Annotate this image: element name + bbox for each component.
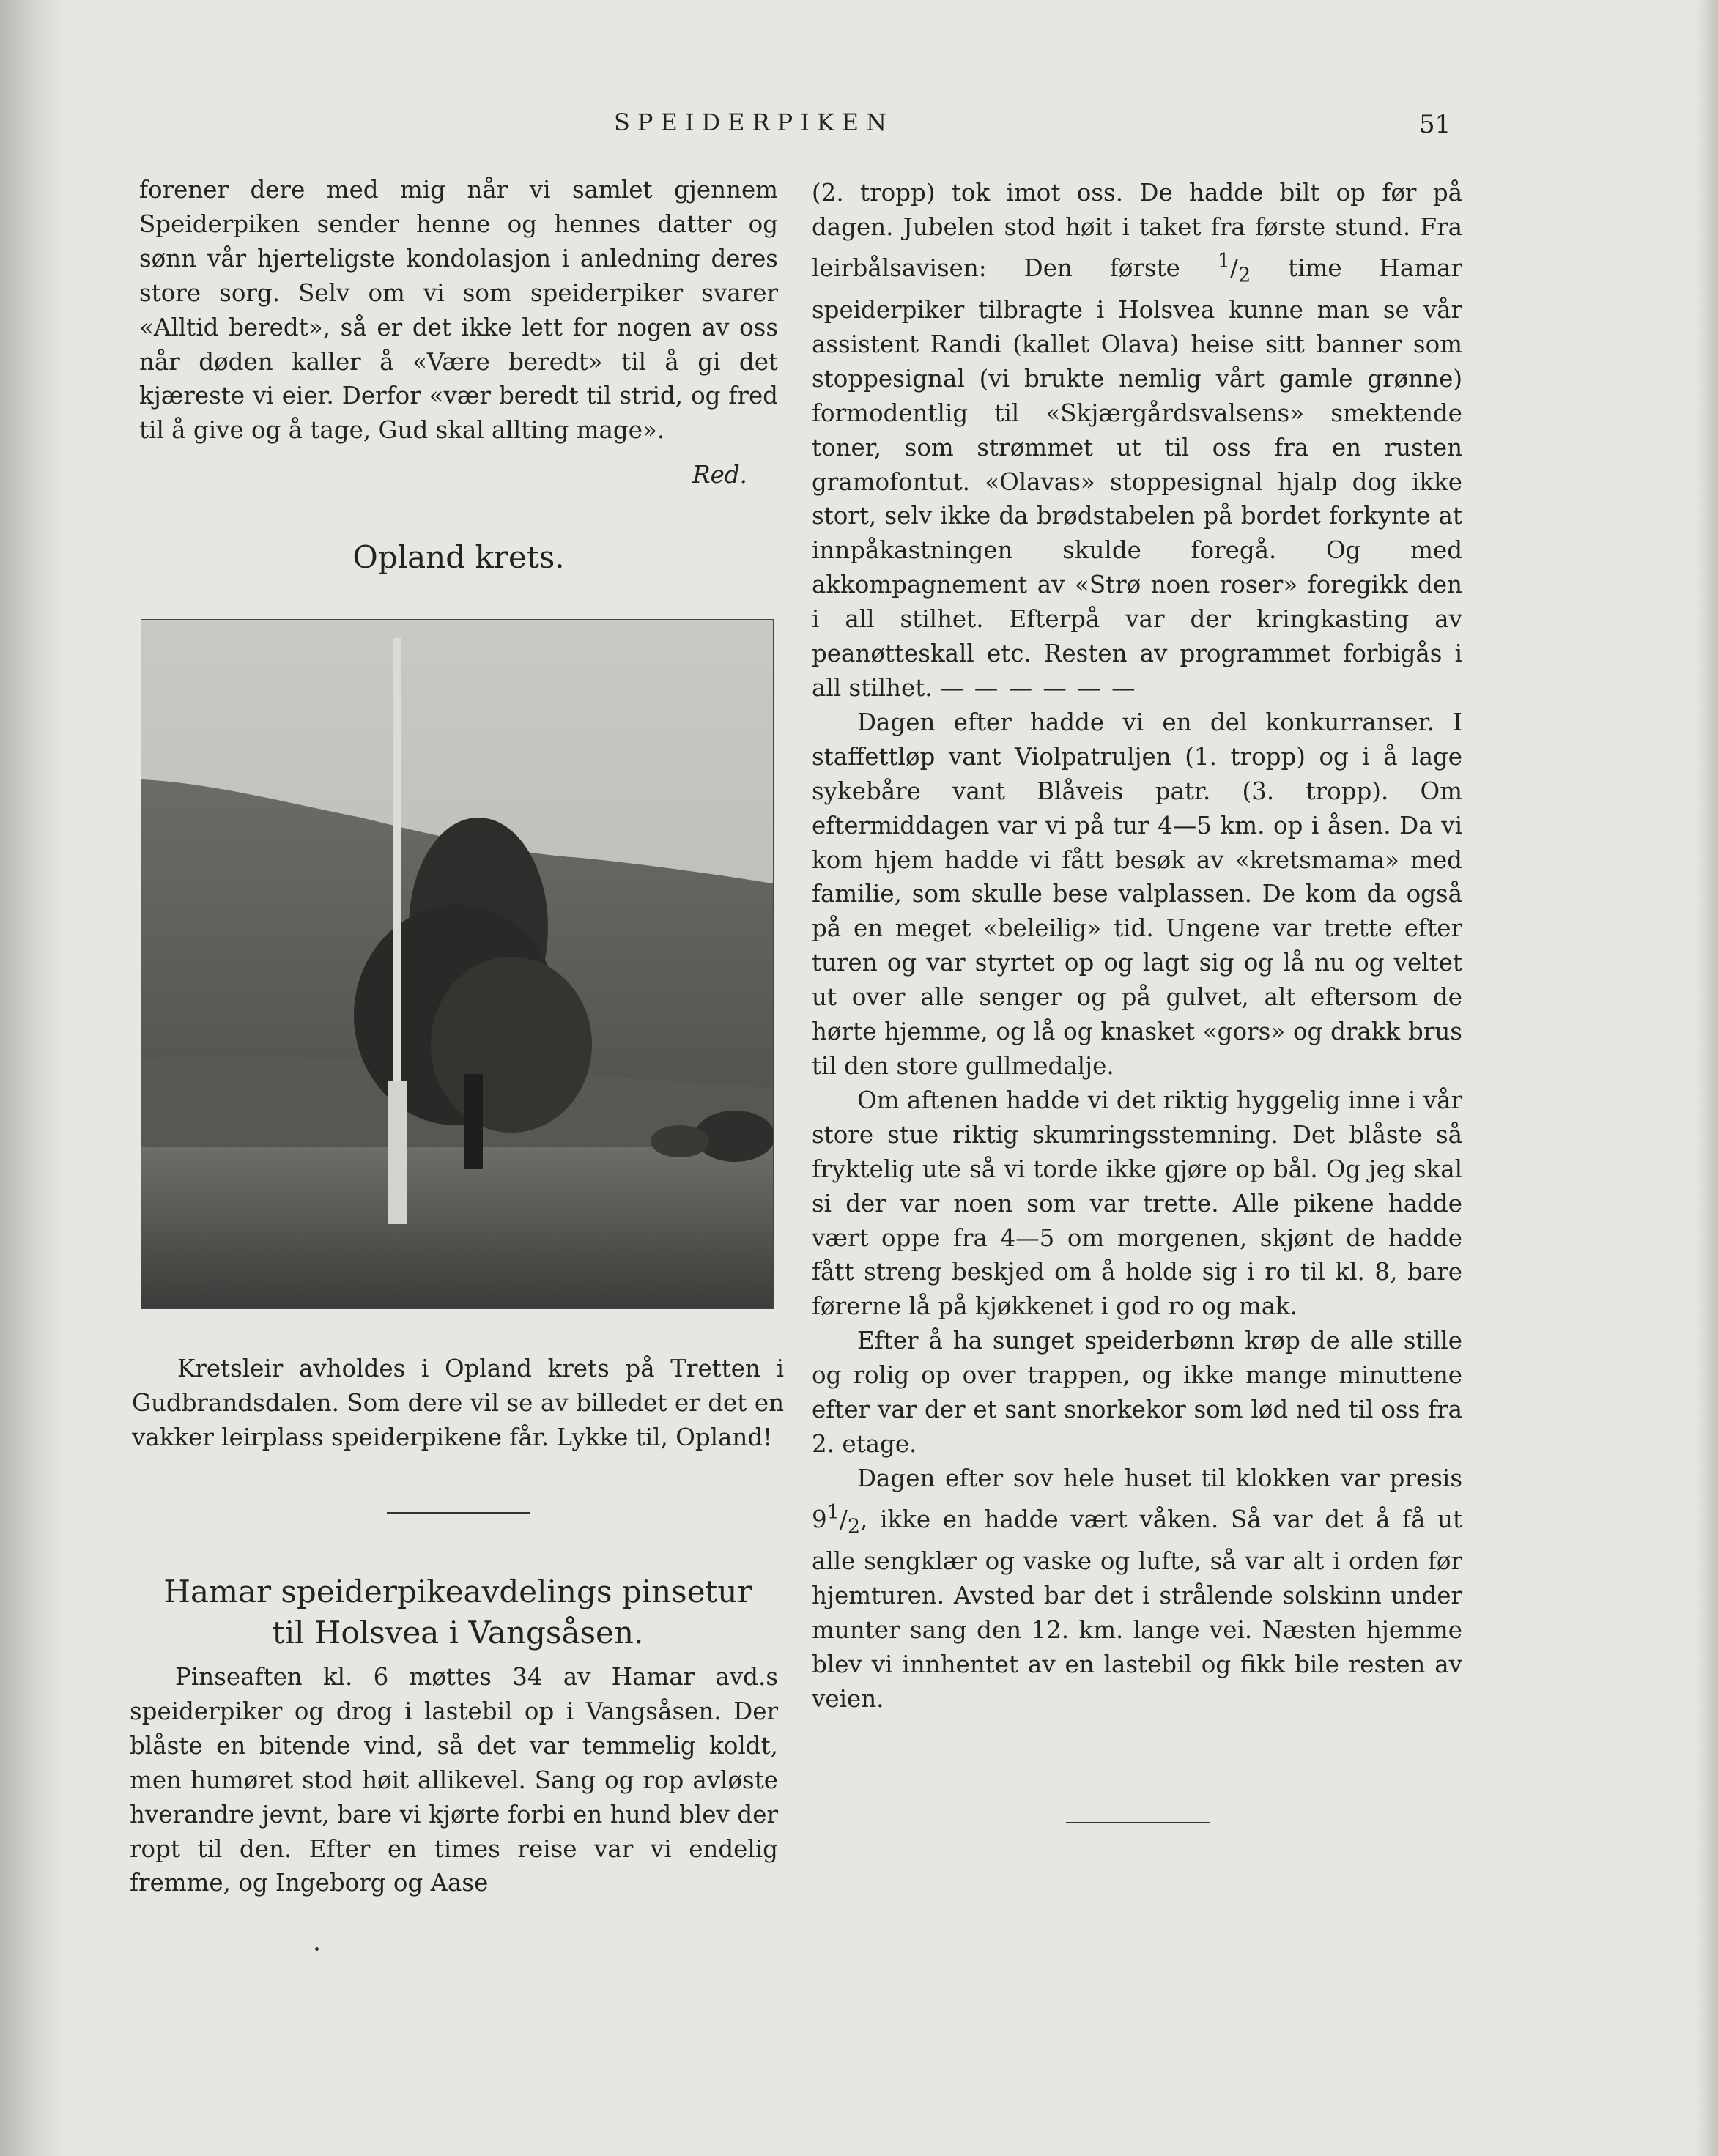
paragraph-5-text-a: Dagen efter sov hele huset til klokken var presis 9 bbox=[812, 1464, 1462, 1533]
photo-caption: Kretsleir avholdes i Opland krets på Tretten i Gudbrandsdalen. Som dere vil se av billedet er det en vakker leirplass speiderpikene får. Lykke til, Opland! bbox=[132, 1355, 784, 1451]
ink-speck bbox=[315, 1947, 319, 1951]
hamar-title-line-2: til Holsvea i Vangsåsen. bbox=[272, 1615, 644, 1651]
hamar-paragraph-4: Efter å ha sunget speiderbønn krøp de alle stille og rolig op over trappen, og ikke mange minuttene efter var der et sant snorkekor som lød ned til oss fra 2. etage. bbox=[812, 1327, 1462, 1458]
hamar-heading bbox=[125, 1571, 791, 1653]
fraction-denominator: 2 bbox=[1237, 264, 1251, 287]
hamar-paragraph-1-right: (2. tropp) tok imot oss. De hadde bilt op før på dagen. Jubelen stod høit i taket fra første stund. Fra leirbålsavisen: Den første $^1/_2$ time Hamar speiderpiker tilbragte i Holsvea kunne man se vår assistent Randi (kallet Olava) heise sitt banner som stoppesignal (vi brukte nemlig vårt gamle grønne) formodentlig til «Skjærgårdsvalsens» smektende toner, som strømmet ut til oss fra en rusten gramofontut. «Olavas» stoppesignal hjalp dog ikke stort, selv ikke da brødstabelen på bordet forkynte at innpåkastningen skulde foregå. Og med akkompagnement av «Strø noen roser» foregikk den i all stilhet. Efterpå var der kringkasting av peanøtteskall etc. Resten av programmet forbigås i all stilhet. — — — — — — bbox=[812, 179, 1462, 703]
paragraph-1-text-b: time Hamar speiderpiker tilbragte i Holsvea kunne man se vår assistent Randi (kallet Olava) heise sitt banner som stoppesignal (vi brukte nemlig vårt gamle grønne) formodentlig til «Skjærgårdsvalsens» smektende toner, som strømmet ut til oss fra en rusten gramofontut. «Olavas» stoppesignal hjalp dog ikke stort, selv ikke da brødstabelen på bordet forkynte at innpåkastningen skulde foregå. Og med akkompagnement av «Strø noen roser» foregikk den i all stilhet. Efterpå var der kringkasting av peanøtteskall etc. Resten av programmet forbigås i all stilhet. bbox=[812, 253, 1462, 703]
editor-signature: Red. bbox=[692, 461, 747, 489]
opland-title: Opland krets. bbox=[352, 539, 565, 575]
hamar-column-left bbox=[130, 1660, 778, 1900]
dash-line: — — — — — — bbox=[939, 674, 1137, 703]
page-edge-shadow bbox=[0, 0, 66, 2156]
paragraph-5-text-b: , ikke en hadde vært våken. Så var det å få ut alle sengklær og vaske og lufte, så var alt i orden før hjemturen. Avsted bar det i strålende solskinn under munter sang den 12. km. lange vei. Næsten hjemme blev vi innhentet av en lastebil og fikk bile resten av veien. bbox=[812, 1505, 1462, 1713]
time-fraction-slash: / bbox=[839, 1505, 848, 1533]
hamar-paragraph-2: Dagen efter hadde vi en del konkurranser. I staffettløp vant Violpatruljen (1. tropp) og i å lage sykebåre vant Blåveis patr. (3. tropp). Om eftermiddagen var vi på tur 4—5 km. op i åsen. Da vi kom hjem hadde vi fått besøk av «kretsmama» med familie, som skulle bese valplassen. De kom da også på en meget «beleilig» tid. Ungene var trette efter turen og var styrtet op og lagt sig og lå nu og veltet ut over alle senger og på gulvet, alt eftersom de hørte hjemme, og lå og knasket «gors» og drakk brus til den store gullmedalje. bbox=[812, 708, 1462, 1080]
page-edge-shadow-right bbox=[1696, 0, 1718, 2156]
time-fraction-denominator: 2 bbox=[847, 1515, 861, 1538]
section-divider bbox=[387, 1512, 530, 1514]
hamar-paragraph-5 bbox=[812, 1462, 1462, 1716]
hamar-column-right bbox=[812, 176, 1462, 1716]
intro-paragraph: forener dere med mig når vi samlet gjennem Speiderpiken sender henne og hennes datter og sønn vår hjerteligste kondolasjon i anledning deres store sorg. Selv om vi som speiderpiker svarer «Alltid beredt», så er det ikke lett for nogen av oss når døden kaller å «Være beredt» til å gi det kjæreste vi eier. Derfor «vær beredt til strid, og fred til å give og å tage, Gud skal allting mage». bbox=[139, 176, 778, 445]
photo-caption-block bbox=[132, 1352, 784, 1455]
time-fraction-numerator: 1 bbox=[826, 1500, 840, 1524]
camp-photo bbox=[141, 619, 774, 1309]
paragraph-1-text-a: (2. tropp) tok imot oss. De hadde bilt op før på dagen. Jubelen stod høit i taket fra første stund. Fra leirbålsavisen: Den første bbox=[812, 179, 1462, 282]
running-title: SPEIDERPIKEN bbox=[614, 108, 894, 136]
hamar-paragraph-3: Om aftenen hadde vi det riktig hyggelig inne i vår store stue riktig skumringsstemning. Det blåste så fryktelig ute så vi torde ikke gjøre op bål. Og jeg skal si der var noen som var trette. Alle pikene hadde vært oppe fra 4—5 om morgenen, skjønt de hadde fått streng beskjed om å holde sig i ro til kl. 8, bare førerne lå på kjøkkenet i god ro og mak. bbox=[812, 1086, 1462, 1321]
hamar-paragraph-1-left: Pinseaften kl. 6 møttes 34 av Hamar avd.s speiderpiker og drog i lastebil op i Vangsåsen. Der blåste en bitende vind, så det var temmelig koldt, men humøret stod høit allikevel. Sang og rop avløste hverandre jevnt, bare vi kjørte forbi en hund blev der ropt til den. Efter en times reise var vi endelig fremme, og Ingeborg og Aase bbox=[130, 1663, 778, 1897]
article-end-divider bbox=[1066, 1822, 1210, 1823]
camp-photo-image bbox=[141, 620, 773, 1308]
intro-column bbox=[139, 173, 778, 492]
page-number: 51 bbox=[1419, 110, 1451, 139]
fraction-numerator: 1 bbox=[1217, 249, 1231, 273]
hamar-title-line-1: Hamar speiderpikeavdelings pinsetur bbox=[163, 1574, 752, 1609]
